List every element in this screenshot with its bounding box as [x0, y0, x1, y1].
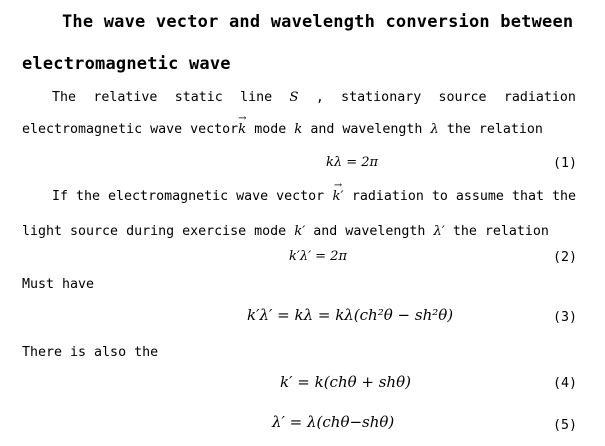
text: and wavelength — [302, 122, 431, 137]
vector-k-prime: → k′ — [332, 180, 344, 204]
word: radiation — [503, 90, 576, 105]
text: If the electromagnetic wave vector — [52, 189, 325, 204]
equation-2: k′λ′ = 2π — [289, 249, 347, 264]
equation-number-1: (1) — [553, 156, 578, 171]
symbol-lambda-prime: λ′ — [433, 224, 445, 239]
text: and wavelength — [305, 224, 434, 239]
text: electromagnetic wave vector — [22, 122, 239, 137]
para1-line1 — [52, 90, 576, 105]
must-have-text: Must have — [22, 277, 95, 292]
there-is-also-text: There is also the — [22, 345, 159, 360]
equation-number-2: (2) — [553, 250, 578, 265]
symbol-k: k — [294, 122, 303, 137]
equation-number-5: (5) — [553, 418, 578, 433]
title-line-1: The wave vector and wavelength conversion between — [62, 12, 574, 32]
para1-line2 — [22, 113, 543, 137]
equation-number-3: (3) — [553, 310, 578, 325]
text: mode — [246, 122, 295, 137]
word: The — [52, 90, 77, 105]
symbol-lambda: λ — [430, 122, 439, 137]
equation-1: kλ = 2π — [326, 155, 379, 170]
equation-3: k′λ′ = kλ = kλ(ch²θ − sh²θ) — [247, 306, 454, 324]
word: source — [438, 90, 487, 105]
word: stationary — [341, 90, 422, 105]
vector-arrow-icon: → — [333, 180, 343, 191]
text: light source during exercise mode — [22, 224, 287, 239]
word: , — [315, 90, 324, 105]
vector-k: → k — [238, 113, 247, 137]
para2-line1 — [52, 180, 576, 204]
equation-5: λ′ = λ(chθ−shθ) — [272, 413, 395, 431]
word: static — [174, 90, 223, 105]
text: the relation — [438, 122, 543, 137]
vector-arrow-icon: → — [238, 113, 247, 124]
equation-4: k′ = k(chθ + shθ) — [280, 373, 411, 391]
symbol-k-prime: k′ — [294, 224, 306, 239]
title-line-2: electromagnetic wave — [22, 54, 231, 74]
symbol-s: S — [289, 90, 299, 105]
word: relative — [93, 90, 158, 105]
word: line — [240, 90, 273, 105]
para2-line2 — [22, 224, 549, 239]
equation-number-4: (4) — [553, 376, 578, 391]
text: the relation — [444, 224, 549, 239]
text: radiation to assume that the — [351, 189, 576, 204]
